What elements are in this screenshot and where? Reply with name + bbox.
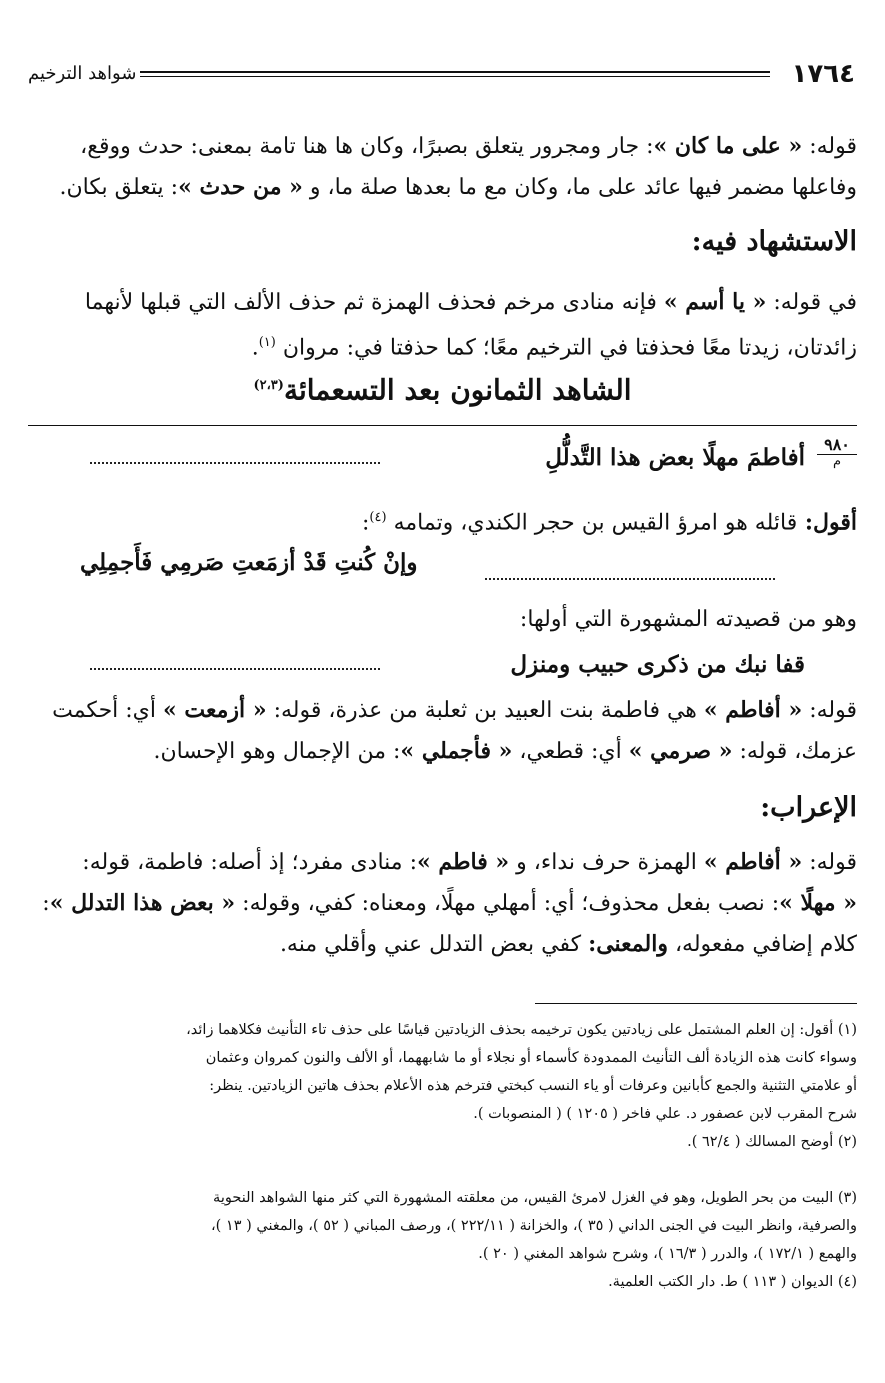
verse-dotted-leader	[90, 462, 380, 464]
paragraph-afatim	[28, 690, 857, 772]
footnote-separator	[535, 1003, 857, 1004]
heading-istishhad: الاستشهاد فيه:	[691, 226, 857, 257]
paragraph-line: « مهلًا »: نصب بفعل محذوف؛ أي: أمهلي مهلًا، ومعناه: كفي، وقوله: « بعض هذا التدلل »:	[42, 890, 857, 916]
footnote-ref: (٤)	[369, 510, 387, 525]
verse-completion: وإنْ كُنتِ قَدْ أزمَعتِ صَرمِي فَأَجمِلِي	[80, 549, 418, 576]
paragraph-irab	[28, 842, 857, 965]
paragraph-line: وفاعلها مضمر فيها عائد على ما، وكان مع ما بعدها صلة ما، و « من حدث »: يتعلق بكان.	[59, 174, 857, 200]
paragraph-line: في قوله: « يا أسم » فإنه منادى مرخم فحذف الهمزة ثم حذف الألف التي قبلها لأنهما	[84, 289, 857, 315]
running-title: شواهد الترخيم	[28, 63, 137, 84]
footnote-ref: (٢،٣)	[253, 378, 284, 393]
shahid-title: الشاهد الثمانون بعد التسعمائة$^{(٢،٣)}$	[253, 373, 632, 407]
footnote-1: (١) أقول: إن العلم المشتمل على زيادتين يكون ترخيمه بحذف الزيادتين قياسًا على حذف تاء التأنيث فكلاهما زائد، وسواء كانت هذه الزيادة ألف التأنيث الممدودة كأسماء أو نجلاء أو ما شابههما، أو الألف والنون كمروان وعثمان أو علامتي التثنية والجمع كأبانين وعرفات أو ياء النسب كبختي فترخم هذه الأعلام بحذف هاتين الزيادتين. ينظر: شرح المقرب لابن عصفور د. علي فاخر ( ١٢٠٥ ) ( المنصوبات ).	[186, 1022, 857, 1122]
quoted-term: « فاطم »	[416, 849, 510, 875]
verse-rule	[28, 425, 857, 426]
verse-hemistich: أفاطمَ مهلًا بعض هذا التَّدلُّلِ	[545, 444, 805, 471]
first-verse-line: قفا نبك من ذكرى حبيب ومنزل	[510, 651, 805, 678]
page-number: ١٧٦٤	[791, 59, 855, 89]
footnote-3: (٣) البيت من بحر الطويل، وهو في الغزل لامرئ القيس، من معلقته المشهورة التي كثر منها الشواهد النحوية والصرفية، وانظر البيت في الجنى الداني ( ٣٥ )، والخزانة ( ٢٢٢/١١ )، ورصف المباني ( ٥٢ )، والمغني ( ١٣ )، والهمع ( ١٧٢/١ )، والدرر ( ١٦/٣ )، وشرح شواهد المغني ( ٢٠ ).	[210, 1190, 857, 1262]
quoted-term: « فأجملي »	[400, 738, 513, 764]
header-rule-top	[140, 71, 770, 73]
paragraph-line: قوله: « أفاطم » هي فاطمة بنت العبيد بن ثعلبة من عذرة، قوله: « أزمعت » أي: أحكمت	[52, 697, 857, 723]
paragraph-ya-asm	[28, 282, 857, 368]
paragraph-line: أقول: قائله هو امرؤ القيس بن حجر الكندي، وتمامه $^{(٤)}$:	[362, 509, 857, 536]
quoted-term: « من حدث »	[178, 174, 303, 200]
header-rule-bottom	[140, 76, 770, 77]
paragraph-line: زائدتان، زيدتا معًا فحذفتا في الترخيم معًا؛ كما حذفتا في: مروان $^{(١)}$.	[251, 335, 857, 361]
heading-irab: الإعراب:	[760, 792, 857, 823]
quoted-term: « مهلًا »	[779, 890, 857, 916]
footnote-4: (٤) الديوان ( ١١٣ ) ط. دار الكتب العلمية.	[608, 1274, 857, 1290]
quoted-term: « أفاطم »	[703, 849, 803, 875]
quoted-term: « يا أسم »	[663, 289, 767, 315]
verse-number: ٩٨٠ م	[817, 436, 857, 469]
quoted-term: « أزمعت »	[163, 697, 267, 723]
quoted-term: « على ما كان »	[653, 133, 803, 159]
paragraph-line: قوله: « على ما كان »: جار ومجرور يتعلق بصبرًا، وكان ها هنا تامة بمعنى: حدث ووقع،	[80, 133, 857, 159]
paragraph-qaul-qailuhu	[28, 498, 857, 543]
paragraph-ala-ma-kan	[28, 126, 857, 208]
completion-dotted-leader	[485, 578, 775, 580]
paragraph-line: عزمك، قوله: « صرمي » أي: قطعي، « فأجملي »: من الإجمال وهو الإحسان.	[153, 738, 857, 764]
first-line-dotted-leader	[90, 668, 380, 670]
paragraph-line: وهو من قصيدته المشهورة التي أولها:	[519, 607, 857, 632]
paragraph-line: كلام إضافي مفعوله، والمعنى: كفي بعض التدلل عني وأقلي منه.	[279, 931, 857, 957]
footnote-2: (٢) أوضح المسالك ( ٦٢/٤ ).	[687, 1134, 857, 1150]
footnote-ref: (١)	[258, 335, 276, 350]
paragraph-line: قوله: « أفاطم » الهمزة حرف نداء، و « فاطم »: منادى مفرد؛ إذ أصله: فاطمة، قوله:	[82, 849, 857, 875]
quoted-term: « بعض هذا التدلل »	[49, 890, 236, 916]
quoted-term: « صرمي »	[628, 738, 733, 764]
quoted-term: « أفاطم »	[703, 697, 803, 723]
